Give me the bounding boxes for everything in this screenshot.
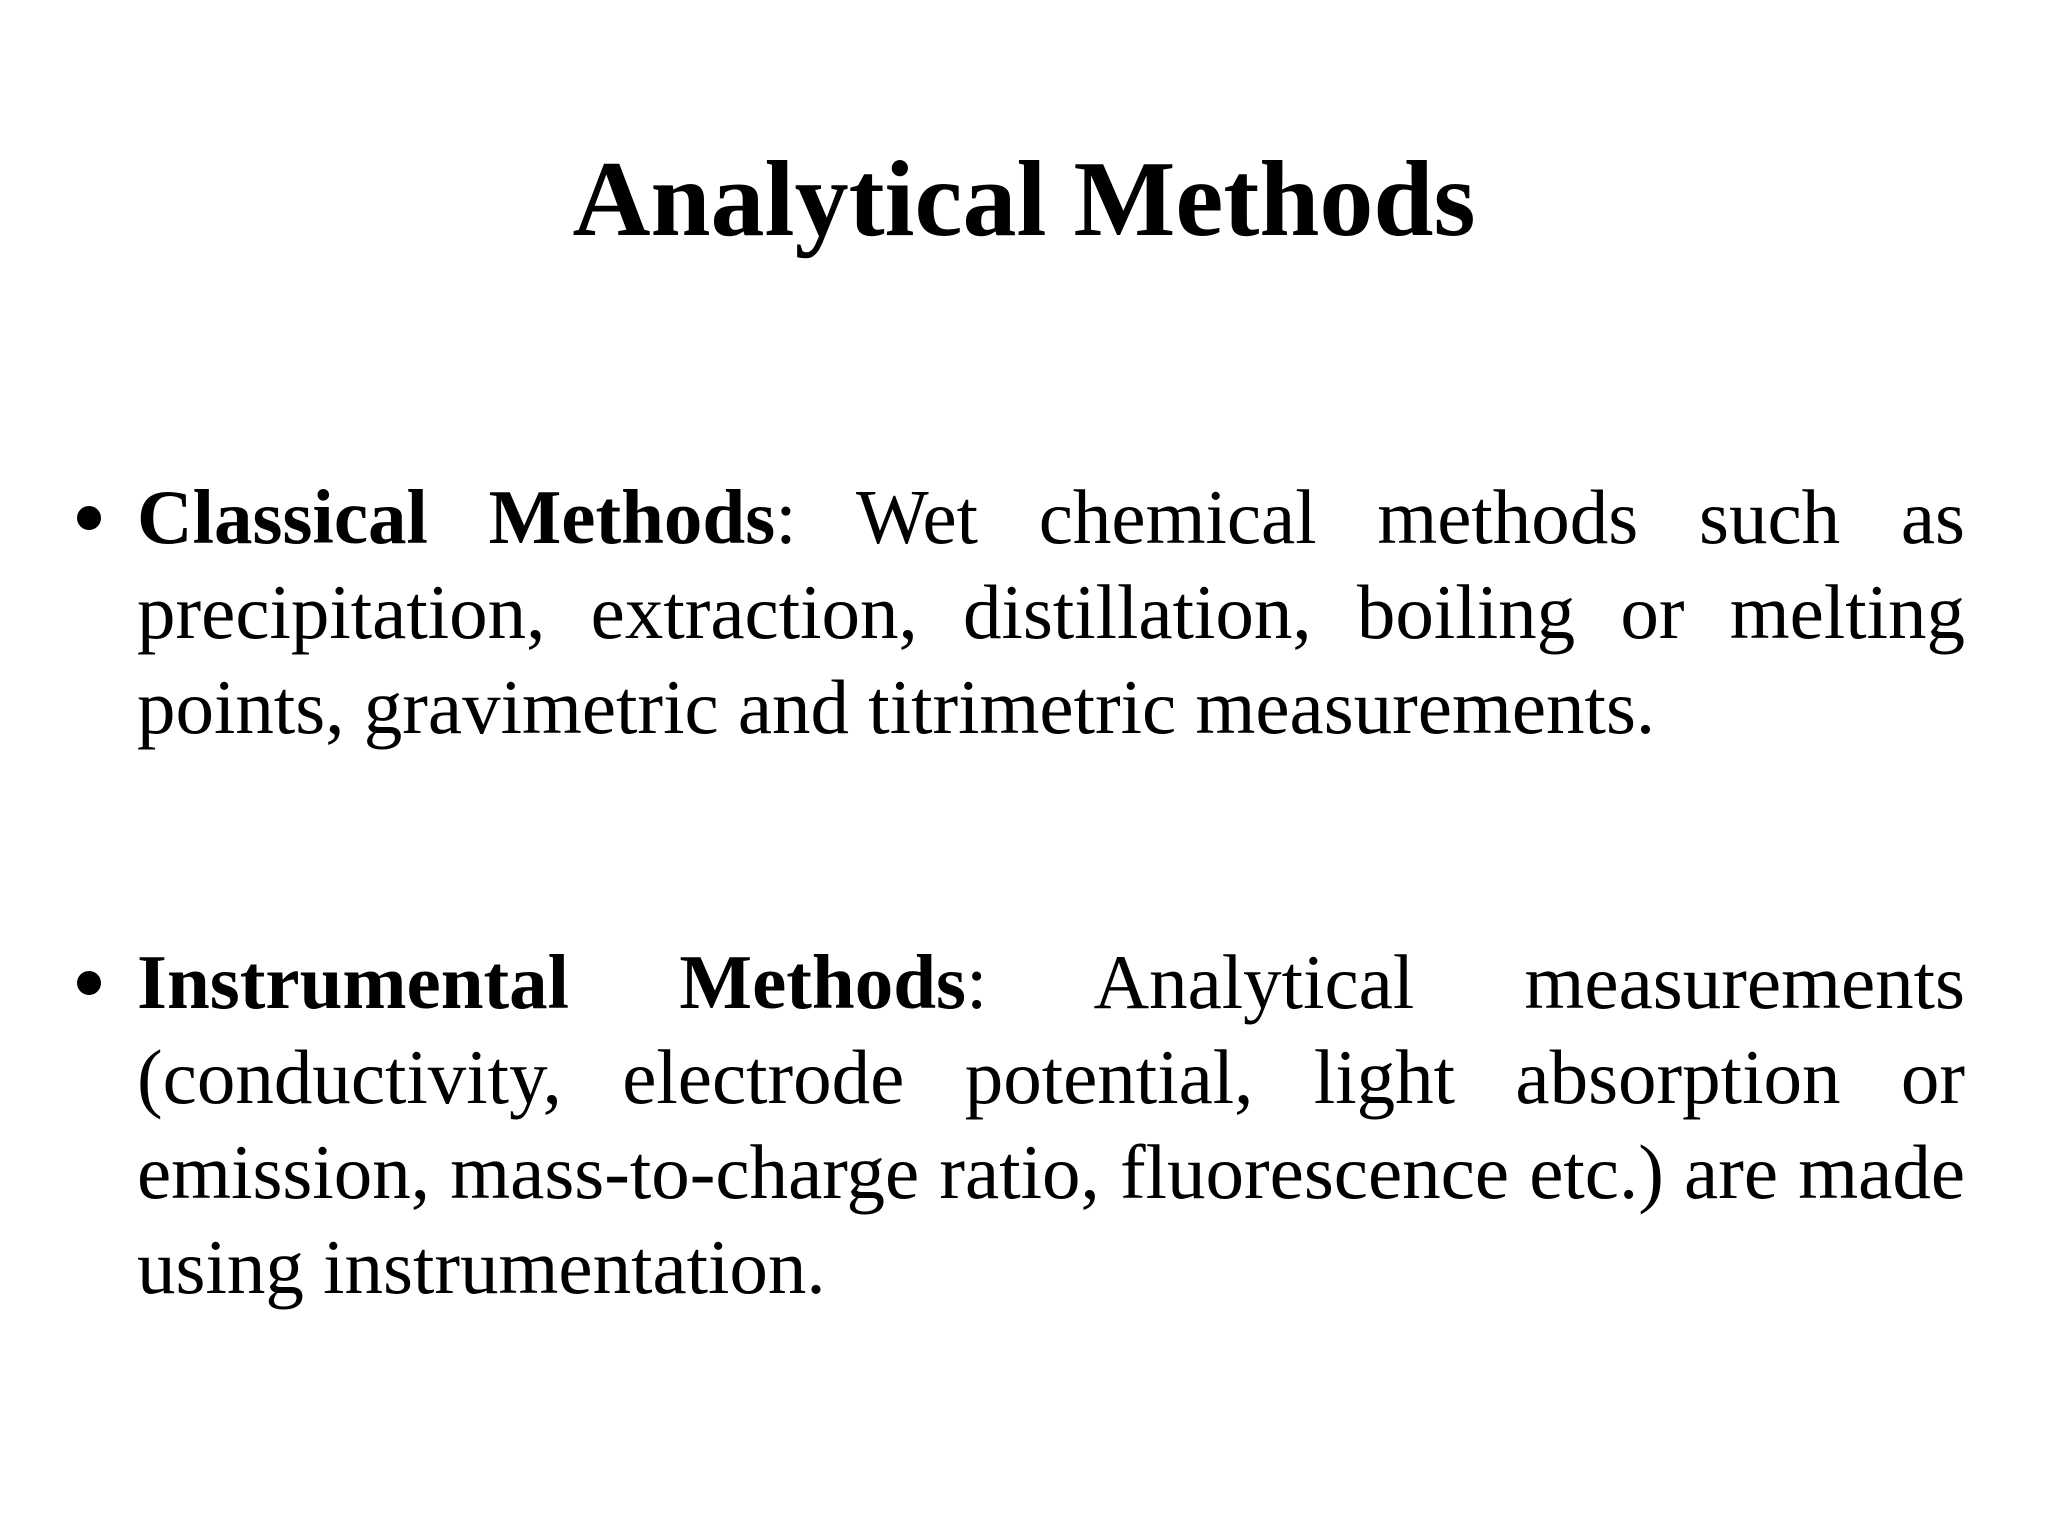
bullet-separator: :: [966, 939, 988, 1025]
bullet-list: [70, 470, 1965, 1315]
bullet-item-instrumental-methods: [70, 935, 1965, 1315]
bullet-dot-icon: [77, 971, 101, 995]
bullet-text: Analytical measurements (conductivity, electrode potential, light absorption or emission, mass-to-charge ratio, fluorescence etc.) are made using instrumentation.: [137, 939, 1965, 1310]
bullet-term: Instrumental Methods: [137, 939, 967, 1025]
slide-title: Analytical Methods: [572, 140, 1476, 259]
bullet-term: Classical Methods: [137, 474, 776, 560]
bullet-separator: :: [775, 474, 797, 560]
bullet-text: Wet chemical methods such as precipitation, extraction, distillation, boiling or melting points, gravimetric and titrimetric measurements.: [137, 474, 1965, 750]
bullet-item-classical-methods: [70, 470, 1965, 755]
bullet-dot-icon: [77, 506, 101, 530]
